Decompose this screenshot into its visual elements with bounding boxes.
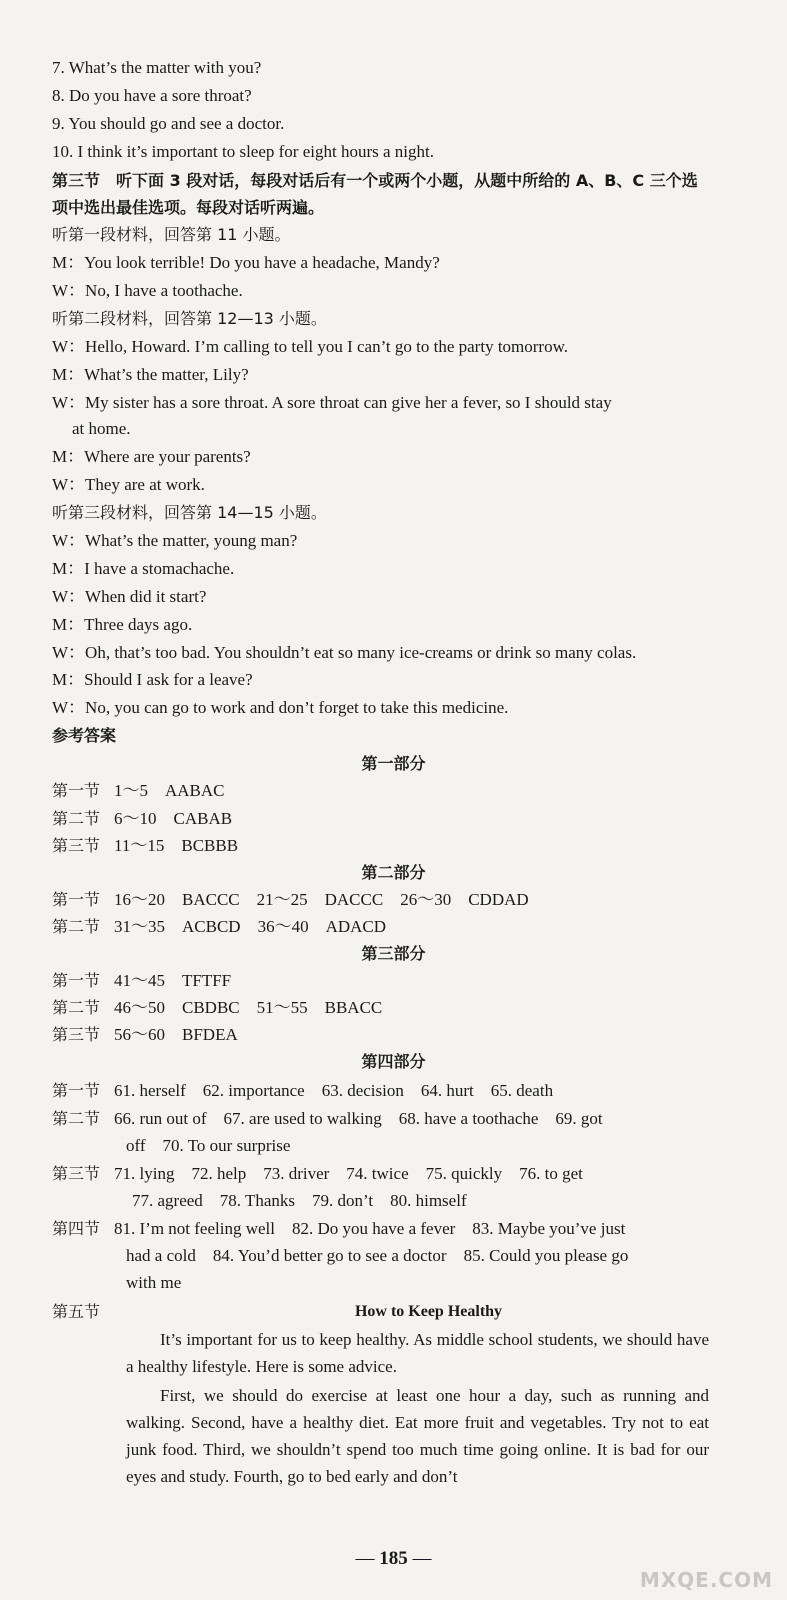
- essay-paragraph: First, we should do exercise at least one hour a day, such as running and walking. Second, have a healthy diet. Eat more fruit and vegetables. Try not to eat junk food. Third, we shouldn’t spend too much time going online. It is bad for our eyes and study. Fourth, go to bed early and don’t: [126, 1386, 709, 1486]
- section-label: 第二节: [52, 1109, 101, 1128]
- answer-text: 46～50 CBDBC 51～55 BBACC: [114, 998, 383, 1017]
- answer-text: 81. I’m not feeling well 82. Do you have a fever 83. Maybe you’ve just: [114, 1219, 626, 1238]
- dialogue-line: at home.: [72, 419, 131, 438]
- part-title: 第一部分: [361, 754, 426, 773]
- answer-text: 31～35 ACBCD 36～40 ADACD: [114, 917, 387, 936]
- section-label: 第三节: [52, 836, 101, 855]
- answer-row: [52, 1162, 583, 1186]
- answer-row: [52, 779, 225, 803]
- dialogue1-intro: 听第一段材料，回答第 11 小题。: [52, 225, 291, 244]
- section-label: 第一节: [52, 1081, 101, 1100]
- answer-text: 71. lying 72. help 73. driver 74. twice 75. quickly 76. to get: [114, 1164, 583, 1183]
- dialogue-line: W：When did it start?: [52, 587, 207, 606]
- dialogue-line: M：Where are your parents?: [52, 447, 251, 466]
- answer-row: [52, 888, 529, 912]
- dialogue-line: W：Oh, that’s too bad. You shouldn’t eat so many ice-creams or drink so many colas.: [52, 643, 637, 662]
- section-label: 第三节: [52, 1164, 101, 1183]
- answer-text: 41～45 TFTFF: [114, 971, 232, 990]
- answers-title: 参考答案: [52, 726, 117, 745]
- watermark-logo: [603, 1534, 773, 1592]
- dialogue3-intro: 听第三段材料，回答第 14—15 小题。: [52, 503, 327, 522]
- section-label: 第一节: [52, 781, 101, 800]
- section3-heading: 第三节 听下面 3 段对话，每段对话后有一个或两个小题，从题中所给的 A、B、C 三个选项中选出最佳选项。每段对话听两遍。: [52, 171, 698, 217]
- answer-text: 11～15 BCBBB: [114, 836, 239, 855]
- section-label: 第五节: [52, 1302, 101, 1321]
- dialogue-line: M：I have a stomachache.: [52, 559, 235, 578]
- listening-line: 10. I think it’s important to sleep for eight hours a night.: [52, 142, 434, 161]
- answer-continuation: off 70. To our surprise: [126, 1136, 291, 1155]
- answer-continuation: had a cold 84. You’d better go to see a doctor 85. Could you please go: [126, 1246, 629, 1265]
- section-label: 第三节: [52, 1025, 101, 1044]
- answer-continuation: 77. agreed 78. Thanks 79. don’t 80. himself: [132, 1191, 467, 1210]
- answer-text: 16～20 BACCC 21～25 DACCC 26～30 CDDAD: [114, 890, 529, 909]
- dialogue-line: W：No, you can go to work and don’t forget to take this medicine.: [52, 698, 509, 717]
- dialogue-line: M：You look terrible! Do you have a headache, Mandy?: [52, 253, 440, 272]
- answer-row: [52, 1079, 553, 1103]
- section-label: 第二节: [52, 998, 101, 1017]
- listening-line: 8. Do you have a sore throat?: [52, 86, 252, 105]
- answer-text: 6～10 CABAB: [114, 809, 233, 828]
- dialogue-line: M：Three days ago.: [52, 615, 193, 634]
- answer-text: 61. herself 62. importance 63. decision 64. hurt 65. death: [114, 1081, 554, 1100]
- answer-row: [52, 1023, 238, 1047]
- answer-row: [52, 1217, 625, 1241]
- dialogue-line: W：My sister has a sore throat. A sore throat can give her a fever, so I should stay: [52, 393, 612, 412]
- watermark-text: MXQE.COM: [639, 1568, 773, 1592]
- dialogue-line: M：Should I ask for a leave?: [52, 670, 253, 689]
- answer-row: [52, 1107, 603, 1131]
- part-title: 第三部分: [361, 944, 426, 963]
- answer-row: [52, 915, 386, 939]
- answer-row: [52, 969, 231, 993]
- answer-text: 1～5 AABAC: [114, 781, 225, 800]
- section-label: 第二节: [52, 917, 101, 936]
- dialogue-line: M：What’s the matter, Lily?: [52, 365, 249, 384]
- dialogue-line: W：They are at work.: [52, 475, 205, 494]
- page-number: — 185 —: [355, 1548, 432, 1569]
- section-label: 第一节: [52, 971, 101, 990]
- dialogue-line: W：Hello, Howard. I’m calling to tell you I can’t go to the party tomorrow.: [52, 337, 569, 356]
- section-label: 第四节: [52, 1219, 101, 1238]
- section-label: 第二节: [52, 809, 101, 828]
- answer-text: 66. run out of 67. are used to walking 68. have a toothache 69. got: [114, 1109, 603, 1128]
- dialogue-line: W：No, I have a toothache.: [52, 281, 243, 300]
- answer-continuation: with me: [126, 1273, 182, 1292]
- essay-title: How to Keep Healthy: [354, 1303, 503, 1320]
- listening-line: 7. What’s the matter with you?: [52, 58, 262, 77]
- answer-row: [52, 996, 382, 1020]
- essay-body: [126, 1326, 709, 1490]
- dialogue-line: W：What’s the matter, young man?: [52, 531, 298, 550]
- answer-row: [52, 834, 238, 858]
- section-label: 第一节: [52, 890, 101, 909]
- part-title: 第四部分: [361, 1052, 426, 1071]
- answer-text: 56～60 BFDEA: [114, 1025, 238, 1044]
- page-number-value: 185: [379, 1548, 408, 1569]
- part-title: 第二部分: [361, 863, 426, 882]
- dialogue2-intro: 听第二段材料，回答第 12—13 小题。: [52, 309, 327, 328]
- essay-paragraph: It’s important for us to keep healthy. As middle school students, we should have a healthy lifestyle. Here is some advice.: [126, 1330, 709, 1376]
- listening-line: 9. You should go and see a doctor.: [52, 114, 285, 133]
- answer-row: [52, 807, 232, 831]
